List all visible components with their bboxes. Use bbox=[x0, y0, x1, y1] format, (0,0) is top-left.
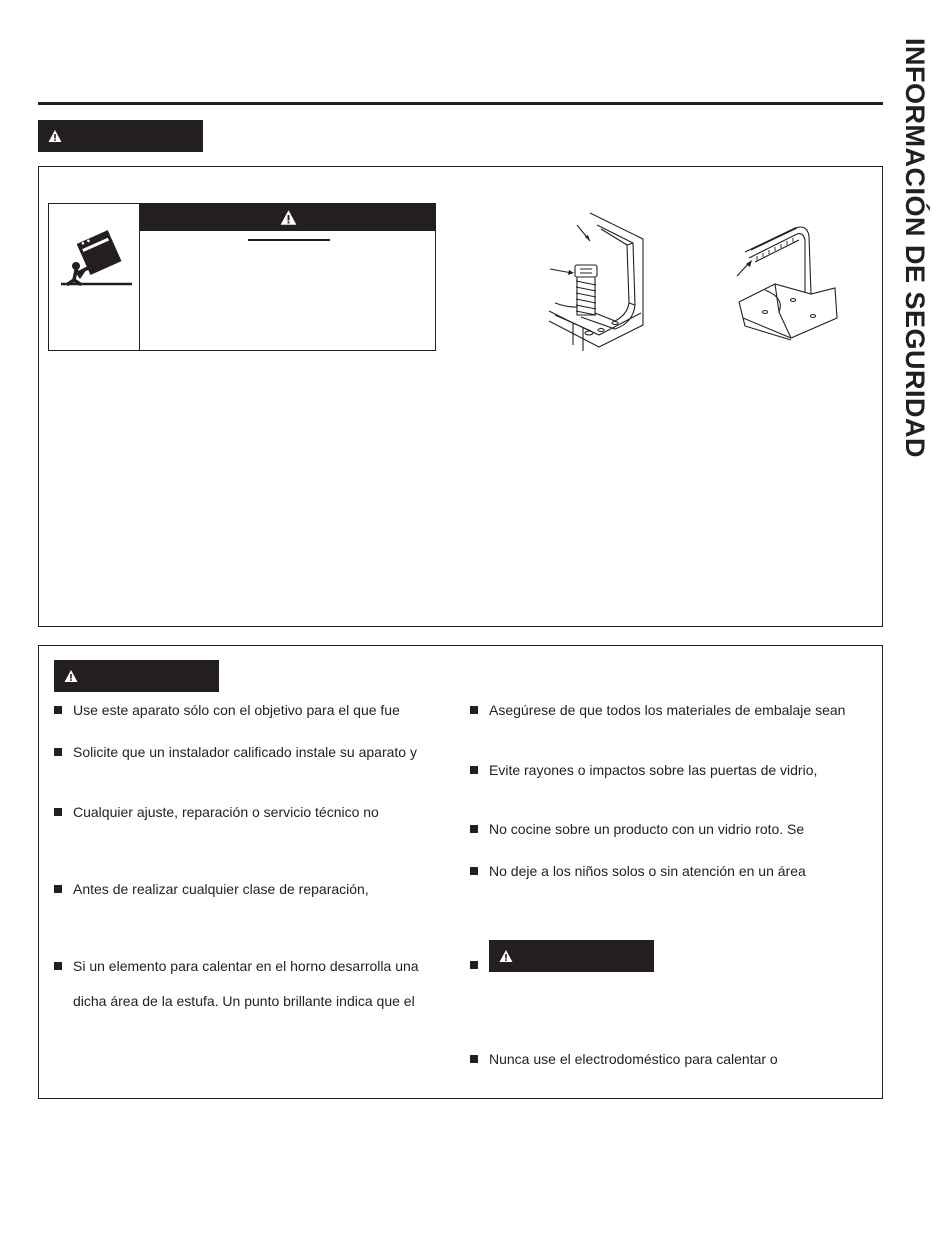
header-rule bbox=[38, 102, 883, 105]
list-item-continuation: dicha área de la estufa. Un punto brillante indica que el bbox=[73, 993, 415, 1009]
bullet-square-icon bbox=[470, 1055, 478, 1063]
anti-tip-bracket-icon bbox=[545, 205, 655, 355]
list-item: Cualquier ajuste, reparación o servicio técnico no bbox=[54, 803, 379, 821]
bullet-square-icon bbox=[54, 885, 62, 893]
list-item bbox=[470, 956, 489, 974]
list-item: Antes de realizar cualquier clase de reparación, bbox=[54, 880, 369, 898]
side-section-heading: INFORMACIÓN DE SEGURIDAD bbox=[900, 38, 930, 459]
bullet-square-icon bbox=[470, 825, 478, 833]
warning-triangle-icon bbox=[280, 209, 297, 226]
warning-bar-inline bbox=[489, 940, 654, 972]
bullet-square-icon bbox=[470, 766, 478, 774]
tip-over-figure-icon bbox=[58, 228, 134, 290]
list-item: Use este aparato sólo con el objetivo para el que fue bbox=[54, 701, 400, 719]
bullet-square-icon bbox=[54, 748, 62, 756]
warning-triangle-icon bbox=[48, 129, 62, 143]
list-item: Asegúrese de que todos los materiales de embalaje sean bbox=[470, 701, 845, 719]
list-item: No deje a los niños solos o sin atención en un área bbox=[470, 862, 806, 880]
warning-bar-top bbox=[38, 120, 203, 152]
list-item: Nunca use el electrodoméstico para calentar o bbox=[470, 1050, 778, 1068]
warning-triangle-icon bbox=[499, 949, 513, 963]
bullet-square-icon bbox=[470, 867, 478, 875]
list-item: Evite rayones o impactos sobre las puertas de vidrio, bbox=[470, 761, 817, 779]
label-warning-bar bbox=[140, 203, 436, 231]
bullet-square-icon bbox=[54, 706, 62, 714]
list-item: Si un elemento para calentar en el horno desarrolla una bbox=[54, 957, 419, 975]
bullet-square-icon bbox=[54, 962, 62, 970]
bullet-square-icon bbox=[470, 706, 478, 714]
list-item: Solicite que un instalador calificado instale su aparato y bbox=[54, 743, 417, 761]
warning-bar-section2 bbox=[54, 660, 219, 692]
label-underline bbox=[248, 239, 330, 241]
warning-triangle-icon bbox=[64, 669, 78, 683]
bullet-square-icon bbox=[54, 808, 62, 816]
anti-tip-bracket-icon bbox=[735, 222, 845, 342]
list-item: No cocine sobre un producto con un vidrio roto. Se bbox=[470, 820, 804, 838]
bullet-square-icon bbox=[470, 961, 478, 969]
